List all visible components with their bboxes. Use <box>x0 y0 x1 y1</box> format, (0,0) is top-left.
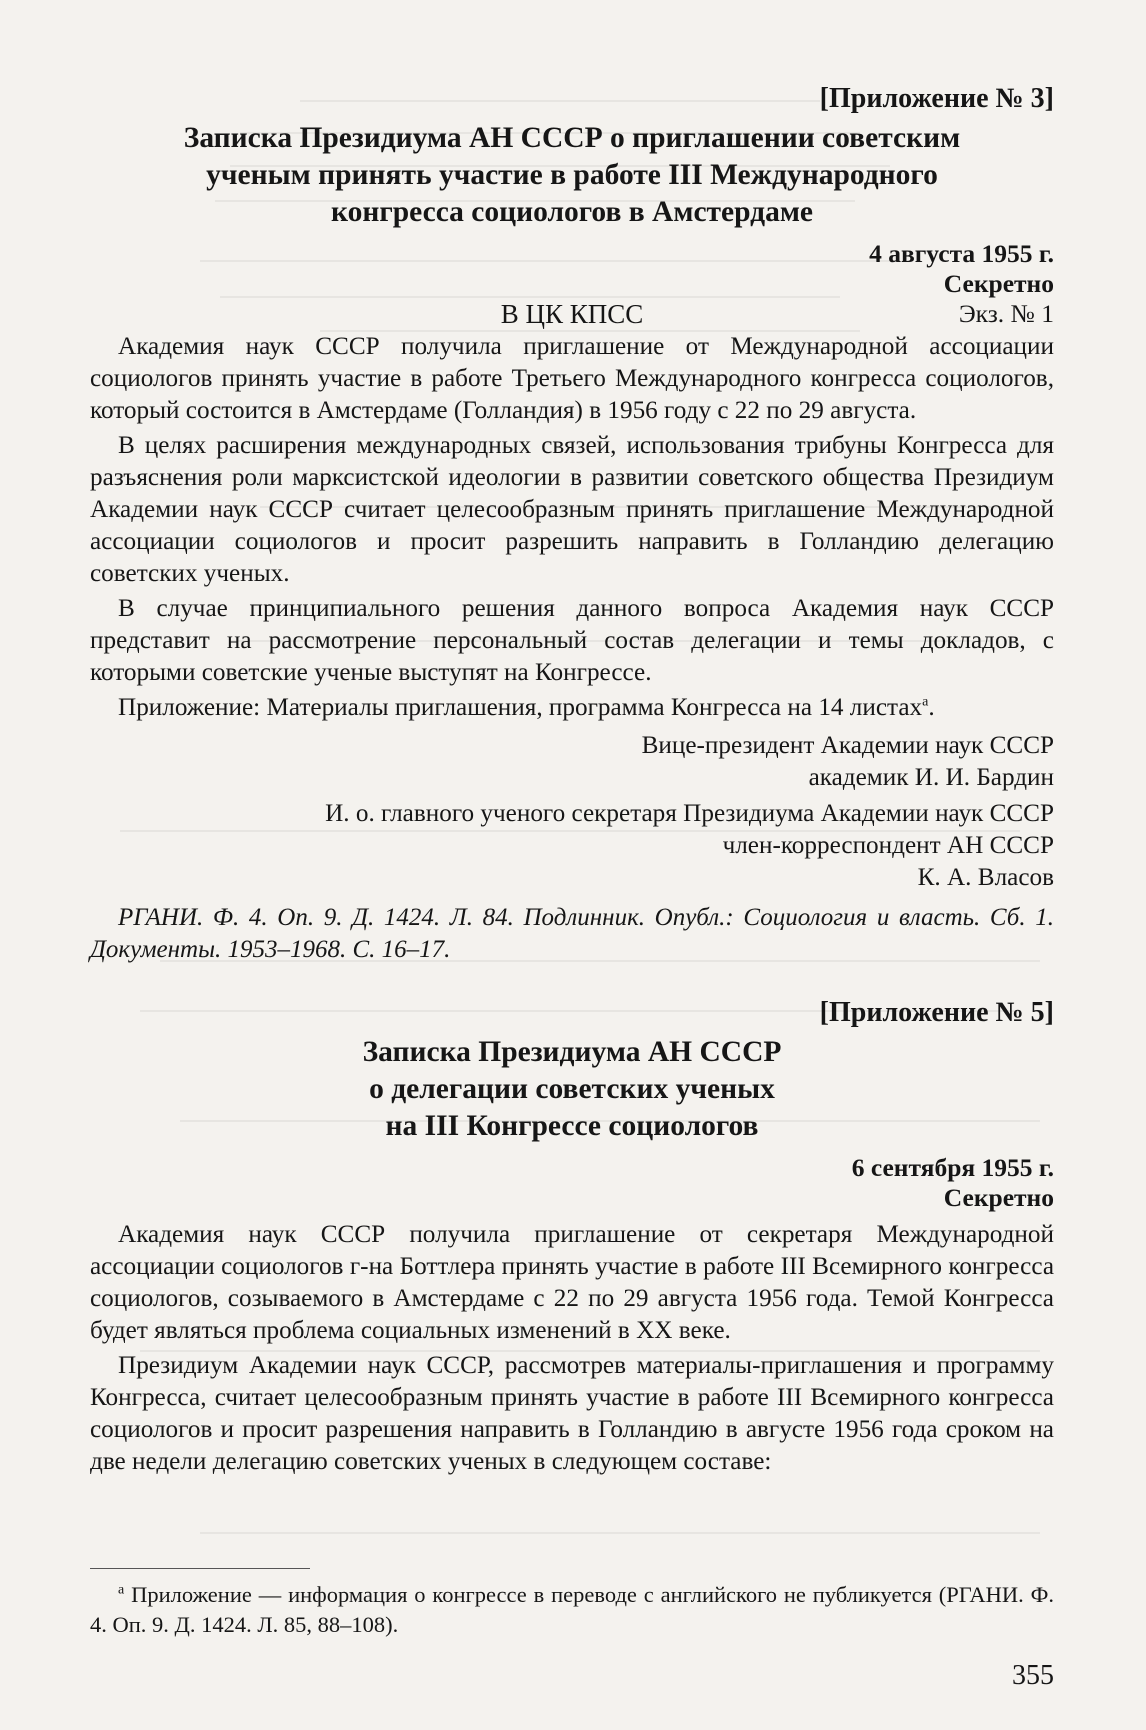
doc1-copy-number: Экз. № 1 <box>958 299 1054 328</box>
doc1-title-line: Записка Президиума АН СССР о приглашении советским <box>183 122 961 154</box>
doc1-paragraph: В случае принципиального решения данного вопроса Академия наук СССР представит на рассмотрение персональный состав делегации и темы докладов, с которыми советские ученые выступят на Конгрессе. <box>90 595 1054 686</box>
doc1-signature-1 <box>90 730 1054 794</box>
doc1-attachment: Приложение: Материалы приглашения, программа Конгресса на 14 листах$^а$. <box>118 694 935 721</box>
doc2-paragraph: Президиум Академии наук СССР, рассмотрев материалы-приглашения и программу Конгресса, считает целесообразным принять участие в работе III Всемирного конгресса социологов и просит разрешения направить в Голландию в августе 1956 года сроком на две недели делегацию советских ученых в следующем составе: <box>90 1352 1054 1475</box>
doc1-paragraph: Академия наук СССР получила приглашение от Международной ассоциации социологов принять участие в работе Третьего Международного конгресса социологов, который состоится в Амстердаме (Голландия) в 1956 году с 22 по 29 августа. <box>90 333 1054 424</box>
footnote-mark: а <box>922 694 929 710</box>
doc2-title <box>90 1034 1054 1145</box>
signature-line: К. А. Власов <box>917 864 1054 891</box>
footnote-text: Приложение — информация о конгрессе в переводе с английского не публикуется (РГАНИ. Ф. 4. Оп. 9. Д. 1424. Л. 85, 88–108). <box>90 1582 1054 1637</box>
signature-line: И. о. главного ученого секретаря Президиума Академии наук СССР <box>325 800 1054 827</box>
doc2-date: 6 сентября 1955 г. <box>851 1153 1054 1182</box>
doc1-title <box>90 120 1054 231</box>
doc1-source-citation: РГАНИ. Ф. 4. Оп. 9. Д. 1424. Л. 84. Подлинник. Опубл.: Социология и власть. Сб. 1. Документы. 1953–1968. С. 16–17. <box>90 904 1054 963</box>
appendix-5-label: [Приложение № 5] <box>819 997 1054 1028</box>
page-body <box>90 82 1054 1481</box>
doc1-signature-2 <box>90 798 1054 894</box>
doc1-title-line: конгресса социологов в Амстердаме <box>330 196 814 228</box>
footnote-divider <box>90 1568 310 1569</box>
doc2-title-line: на III Конгрессе социологов <box>385 1110 759 1142</box>
doc1-secrecy: Секретно <box>943 269 1054 298</box>
doc1-attachment-text: Приложение: Материалы приглашения, программа Конгресса на 14 листах <box>118 694 923 721</box>
signature-line: член-корреспондент АН СССР <box>722 832 1054 859</box>
footnote <box>90 1580 1054 1640</box>
doc2-title-line: Записка Президиума АН СССР <box>362 1036 782 1068</box>
doc1-date: 4 августа 1955 г. <box>869 239 1054 268</box>
doc2-paragraph: Академия наук СССР получила приглашение от секретаря Международной ассоциации социологов г-на Боттлера принять участие в работе III Всемирного конгресса социологов, созываемого в Амстердаме с 22 по 29 августа 1956 года. Темой Конгресса будет являться проблема социальных изменений в XX веке. <box>90 1221 1054 1344</box>
signature-line: академик И. И. Бардин <box>808 764 1054 791</box>
doc1-addressee: В ЦК КПСС <box>500 299 644 329</box>
doc1-paragraph: В целях расширения международных связей, использования трибуны Конгресса для разъяснения роли марксистской идеологии в развитии советского общества Президиум Академии наук СССР считает целесообразным принять приглашение Международной ассоциации социологов и просит разрешить направить в Голландию делегацию советских ученых. <box>90 432 1054 587</box>
footnote-mark: а <box>118 1582 125 1598</box>
page-number: 355 <box>1012 1660 1054 1691</box>
doc1-title-line: ученым принять участие в работе III Международного <box>206 159 938 191</box>
doc2-secrecy: Секретно <box>943 1183 1054 1212</box>
appendix-3-label: [Приложение № 3] <box>819 83 1054 114</box>
signature-line: Вице-президент Академии наук СССР <box>641 732 1054 759</box>
doc2-title-line: о делегации советских ученых <box>369 1073 775 1105</box>
